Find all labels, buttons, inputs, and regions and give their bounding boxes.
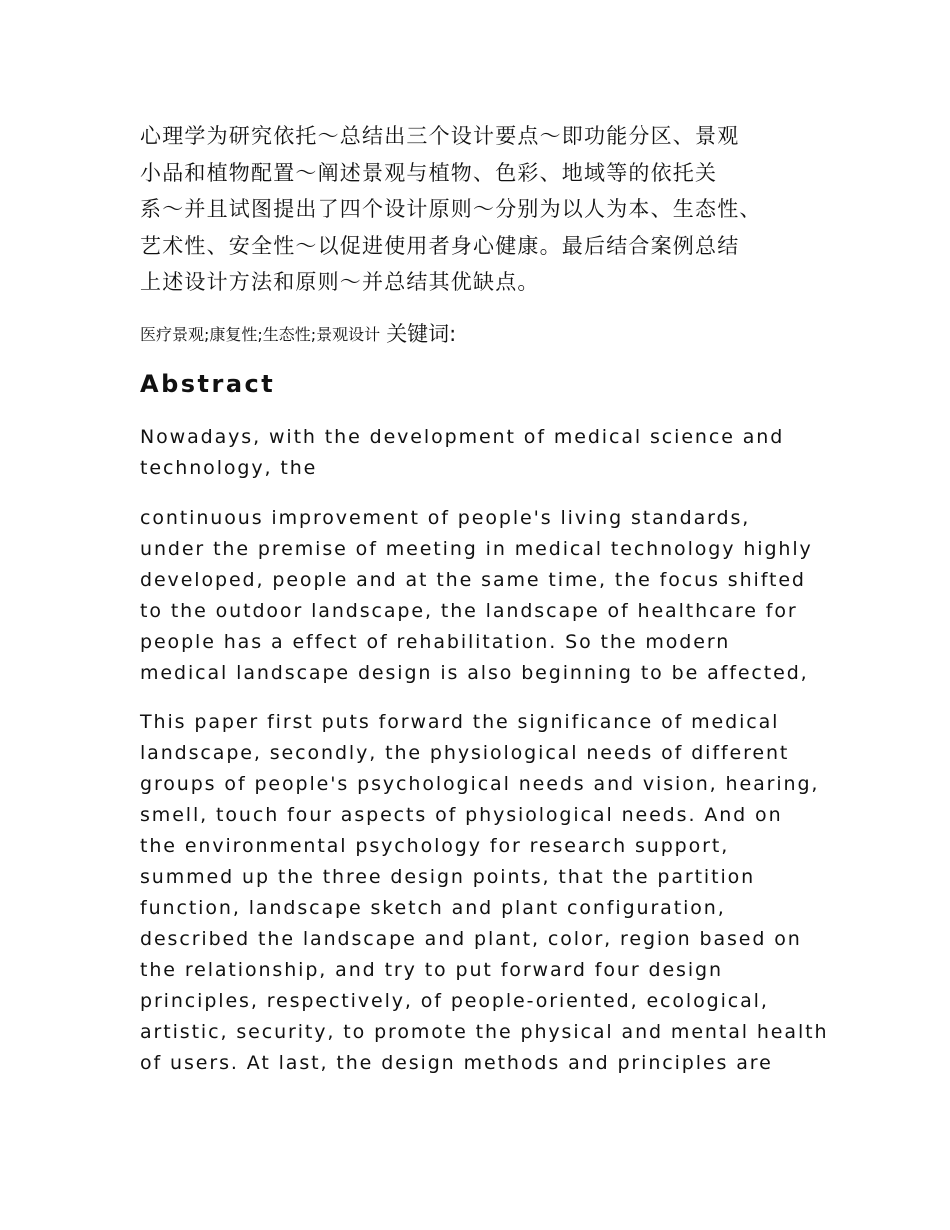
keywords-label: 关键词: [386,321,457,346]
text-line: smell, touch four aspects of physiological needs. And on [140,803,783,826]
text-line: developed, people and at the same time, the focus shifted [140,568,806,591]
text-line: function, landscape sketch and plant configuration, [140,896,726,919]
text-line: artistic, security, to promote the physical and mental health [140,1020,829,1043]
abstract-heading: Abstract [140,369,276,398]
text-line: people has a effect of rehabilitation. So the modern [140,630,731,653]
text-line: 系～并且试图提出了四个设计原则～分别为以人为本、生态性、 [140,197,762,221]
text-line: principles, respectively, of people-oriented, ecological, [140,989,769,1012]
text-line: the relationship, and try to put forward four design [140,958,723,981]
text-line: described the landscape and plant, color, region based on [140,927,802,950]
text-line: 艺术性、安全性～以促进使用者身心健康。最后结合案例总结 [140,233,740,258]
keywords-terms: 医疗景观;康复性;生态性;景观设计 [140,324,381,344]
text-line: groups of people's psychological needs and vision, hearing, [140,772,820,795]
keywords-line [140,319,820,350]
english-paragraph-1 [140,422,820,484]
text-line: 小品和植物配置～阐述景观与植物、色彩、地域等的依托关 [140,160,718,185]
text-line: medical landscape design is also beginning to be affected, [140,661,809,684]
text-line: landscape, secondly, the physiological needs of different [140,741,790,764]
chinese-abstract-paragraph [140,118,820,301]
english-paragraph-2 [140,503,820,689]
text-line: Nowadays, with the development of medical science and [140,425,785,448]
text-line: This paper first puts forward the significance of medical [140,710,780,733]
text-line: continuous improvement of people's living standards, [140,506,751,529]
english-paragraph-3 [140,707,829,1079]
text-line: 上述设计方法和原则～并总结其优缺点。 [140,270,540,294]
text-line: of users. At last, the design methods and principles are [140,1051,773,1074]
text-line: to the outdoor landscape, the landscape of healthcare for [140,599,798,622]
text-line: under the premise of meeting in medical technology highly [140,537,813,560]
text-line: 心理学为研究依托～总结出三个设计要点～即功能分区、景观 [140,124,740,148]
text-line: summed up the three design points, that the partition [140,865,756,888]
text-line: technology, the [140,456,318,479]
document-page [140,118,829,1079]
text-line: the environmental psychology for research support, [140,834,730,857]
